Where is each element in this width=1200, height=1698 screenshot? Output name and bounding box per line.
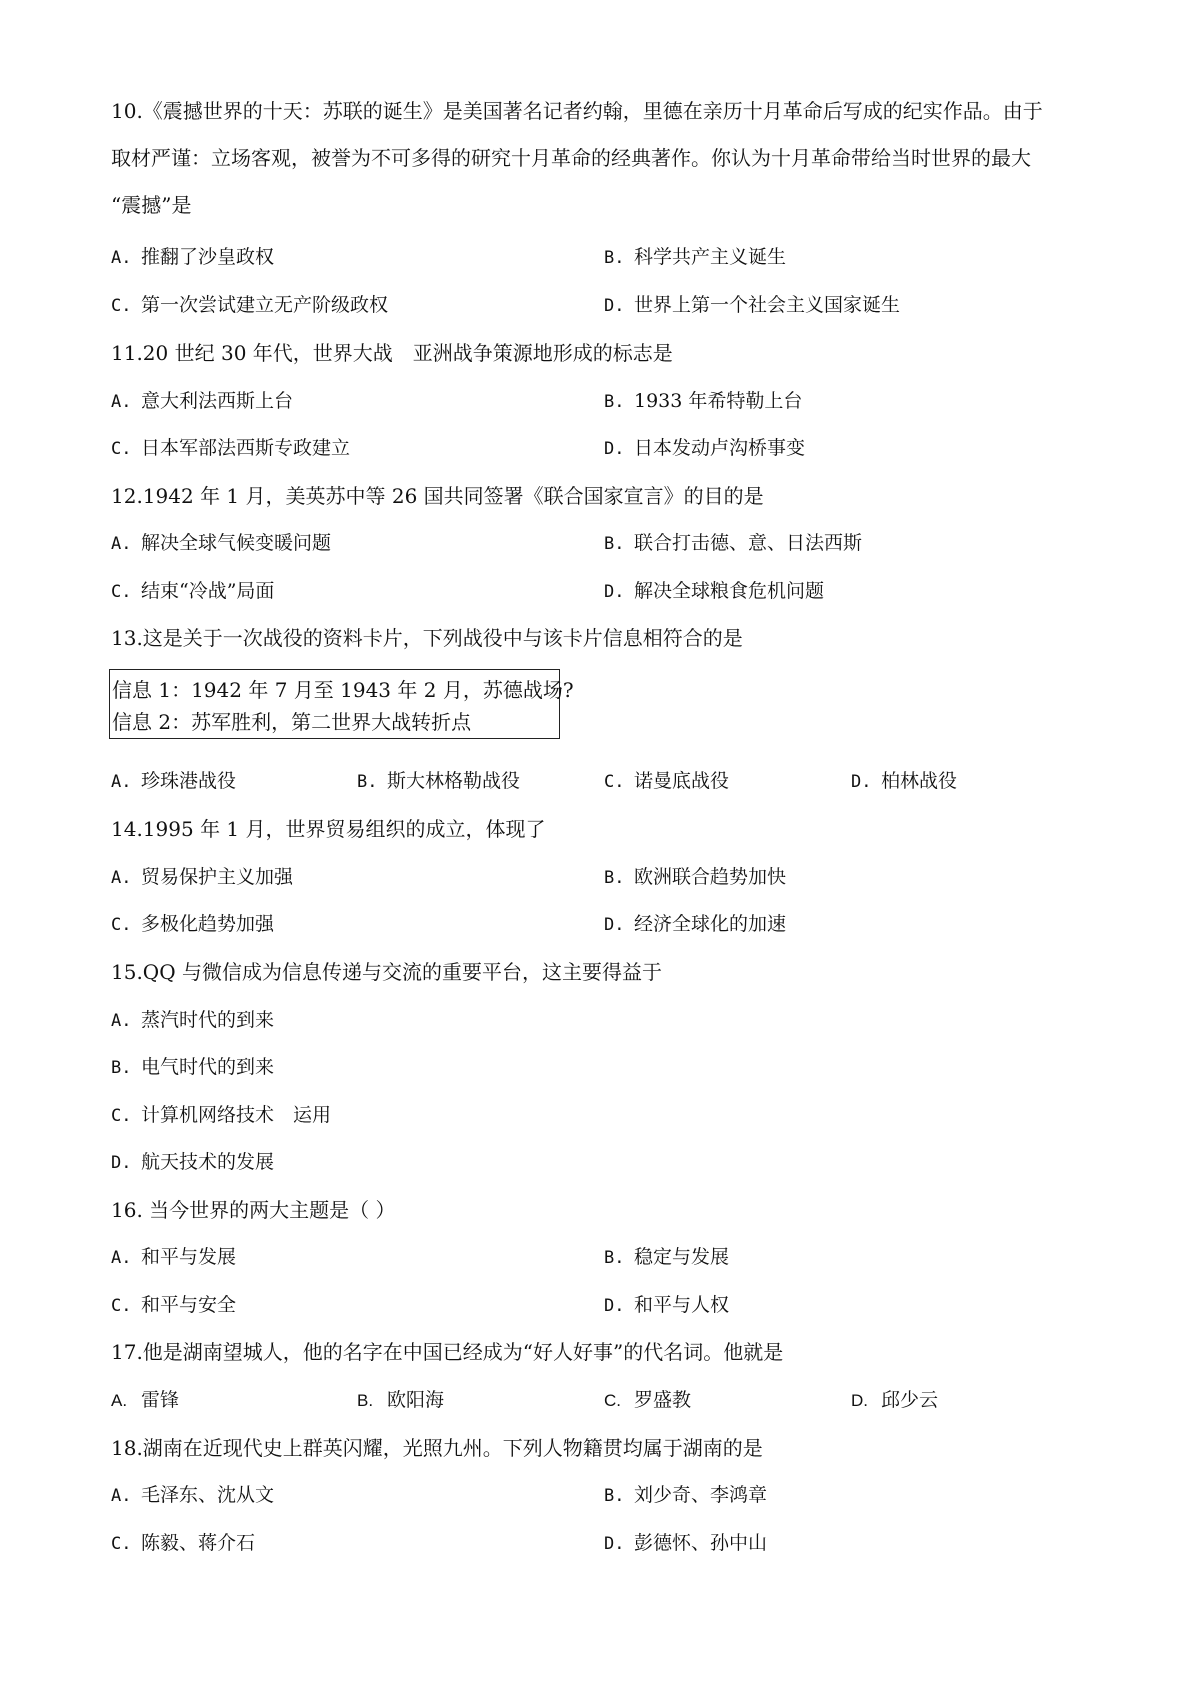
q16-option-d[interactable] [604, 1293, 729, 1318]
option-letter: D. [851, 1391, 868, 1410]
question-10-line-1: 10.《震撼世界的十天：苏联的诞生》是美国著名记者约翰，里德在亲历十月革命后写成的纪实作品。由于 [111, 99, 1043, 123]
option-letter: D. [604, 439, 625, 459]
option-letter: C. [604, 1391, 621, 1410]
option-text: 雷锋 [141, 1389, 180, 1411]
q16-option-b[interactable] [604, 1245, 729, 1270]
q11-option-a[interactable] [111, 389, 293, 414]
option-text: 推翻了沙皇政权 [141, 246, 275, 268]
question-10-line-2: 取材严谨：立场客观，被誉为不可多得的研究十月革命的经典著作。你认为十月革命带给当时世界的最大 [111, 146, 1031, 170]
q14-option-b[interactable] [604, 865, 786, 890]
option-letter: B. [111, 1058, 132, 1078]
option-letter: C. [111, 1106, 132, 1126]
option-text: 贸易保护主义加强 [141, 866, 294, 888]
question-12: 12.1942 年 1 月，美英苏中等 26 国共同签署《联合国家宣言》的目的是 [111, 484, 764, 508]
question-16: 16. 当今世界的两大主题是（ ） [111, 1198, 396, 1222]
q14-option-a[interactable] [111, 865, 293, 890]
option-letter: C. [111, 439, 132, 459]
q13-option-c[interactable] [604, 769, 729, 794]
option-letter: D. [604, 1296, 625, 1316]
option-text: 经济全球化的加速 [634, 913, 787, 935]
option-text: 稳定与发展 [634, 1246, 730, 1268]
q15-option-a[interactable] [111, 1008, 274, 1033]
option-text: 1933 年希特勒上台 [634, 390, 803, 412]
q11-option-c[interactable] [111, 436, 350, 461]
question-17: 17.他是湖南望城人，他的名字在中国已经成为“好人好事”的代名词。他就是 [111, 1340, 784, 1364]
option-letter: B. [604, 248, 625, 268]
question-11: 11.20 世纪 30 年代，世界大战 亚洲战争策源地形成的标志是 [111, 341, 673, 365]
q13-option-d[interactable] [851, 769, 957, 794]
question-13: 13.这是关于一次战役的资料卡片，下列战役中与该卡片信息相符合的是 [111, 626, 743, 650]
q16-option-a[interactable] [111, 1245, 236, 1270]
q18-option-c[interactable] [111, 1531, 255, 1556]
option-letter: C. [111, 915, 132, 935]
option-text: 计算机网络技术 运用 [141, 1104, 332, 1126]
option-text: 罗盛教 [634, 1389, 692, 1411]
question-10-line-3: “震撼”是 [111, 193, 192, 217]
option-text: 和平与发展 [141, 1246, 237, 1268]
option-letter: A. [111, 772, 132, 792]
option-text: 柏林战役 [881, 770, 958, 792]
option-text: 科学共产主义诞生 [634, 246, 787, 268]
option-letter: D. [851, 772, 872, 792]
option-text: 日本发动卢沟桥事变 [634, 437, 806, 459]
option-text: 蒸汽时代的到来 [141, 1009, 275, 1031]
option-text: 和平与人权 [634, 1294, 730, 1316]
q15-option-d[interactable] [111, 1150, 274, 1175]
q16-option-c[interactable] [111, 1293, 236, 1318]
option-text: 联合打击德、意、日法西斯 [634, 532, 863, 554]
option-letter: B. [357, 772, 378, 792]
option-letter: C. [604, 772, 625, 792]
option-text: 珍珠港战役 [141, 770, 237, 792]
q17-option-c[interactable] [604, 1388, 691, 1413]
option-letter: A. [111, 1011, 132, 1031]
q17-option-b[interactable] [357, 1388, 444, 1413]
q15-option-c[interactable] [111, 1103, 331, 1128]
question-15: 15.QQ 与微信成为信息传递与交流的重要平台，这主要得益于 [111, 960, 662, 984]
question-18: 18.湖南在近现代史上群英闪耀，光照九州。下列人物籍贯均属于湖南的是 [111, 1436, 763, 1460]
option-text: 意大利法西斯上台 [141, 390, 294, 412]
q10-option-d[interactable] [604, 293, 900, 318]
option-text: 邱少云 [881, 1389, 939, 1411]
option-letter: A. [111, 1248, 132, 1268]
option-text: 结束“冷战”局面 [141, 580, 275, 602]
option-text: 欧洲联合趋势加快 [634, 866, 787, 888]
option-text: 诺曼底战役 [634, 770, 730, 792]
q14-option-d[interactable] [604, 912, 786, 937]
q12-option-c[interactable] [111, 579, 274, 604]
q17-option-d[interactable] [851, 1388, 938, 1413]
q12-option-a[interactable] [111, 531, 331, 556]
option-letter: A. [111, 1391, 128, 1410]
option-letter: A. [111, 1486, 132, 1506]
option-text: 解决全球粮食危机问题 [634, 580, 825, 602]
q13-option-a[interactable] [111, 769, 236, 794]
question-14: 14.1995 年 1 月，世界贸易组织的成立，体现了 [111, 817, 546, 841]
q18-option-b[interactable] [604, 1483, 767, 1508]
option-text: 电气时代的到来 [141, 1056, 275, 1078]
option-text: 毛泽东、沈从文 [141, 1484, 275, 1506]
option-text: 第一次尝试建立无产阶级政权 [141, 294, 389, 316]
q12-option-d[interactable] [604, 579, 824, 604]
info-card [109, 669, 574, 739]
option-letter: C. [111, 296, 132, 316]
option-letter: B. [604, 392, 625, 412]
q10-option-c[interactable] [111, 293, 388, 318]
option-letter: A. [111, 868, 132, 888]
q14-option-c[interactable] [111, 912, 274, 937]
q17-option-a[interactable] [111, 1388, 179, 1413]
option-letter: B. [604, 1486, 625, 1506]
option-letter: C. [111, 582, 132, 602]
option-letter: A. [111, 248, 132, 268]
q10-option-a[interactable] [111, 245, 274, 270]
option-letter: B. [357, 1391, 374, 1410]
option-text: 刘少奇、李鸿章 [634, 1484, 768, 1506]
option-letter: D. [604, 296, 625, 316]
option-letter: D. [604, 915, 625, 935]
option-text: 日本军部法西斯专政建立 [141, 437, 351, 459]
option-letter: B. [604, 1248, 625, 1268]
option-text: 世界上第一个社会主义国家诞生 [634, 294, 901, 316]
q13-option-b[interactable] [357, 769, 520, 794]
option-letter: D. [111, 1153, 132, 1173]
q11-option-b[interactable] [604, 389, 802, 414]
option-letter: A. [111, 392, 132, 412]
option-text: 斯大林格勒战役 [387, 770, 521, 792]
option-letter: C. [111, 1534, 132, 1554]
q11-option-d[interactable] [604, 436, 805, 461]
option-text: 彭德怀、孙中山 [634, 1532, 768, 1554]
option-letter: C. [111, 1296, 132, 1316]
option-text: 多极化趋势加强 [141, 913, 275, 935]
option-text: 和平与安全 [141, 1294, 237, 1316]
option-letter: B. [604, 868, 625, 888]
q15-option-b[interactable] [111, 1055, 274, 1080]
info-card-line-2: 信息 2：苏军胜利，第二世界大战转折点 [112, 710, 472, 734]
q18-option-d[interactable] [604, 1531, 767, 1556]
q12-option-b[interactable] [604, 531, 862, 556]
option-text: 陈毅、蒋介石 [141, 1532, 256, 1554]
info-card-line-1: 信息 1：1942 年 7 月至 1943 年 2 月，苏德战场? [112, 678, 574, 702]
option-text: 解决全球气候变暖问题 [141, 532, 332, 554]
option-letter: D. [604, 582, 625, 602]
option-text: 欧阳海 [387, 1389, 445, 1411]
option-text: 航天技术的发展 [141, 1151, 275, 1173]
option-letter: D. [604, 1534, 625, 1554]
q10-option-b[interactable] [604, 245, 786, 270]
q18-option-a[interactable] [111, 1483, 274, 1508]
option-letter: A. [111, 534, 132, 554]
option-letter: B. [604, 534, 625, 554]
